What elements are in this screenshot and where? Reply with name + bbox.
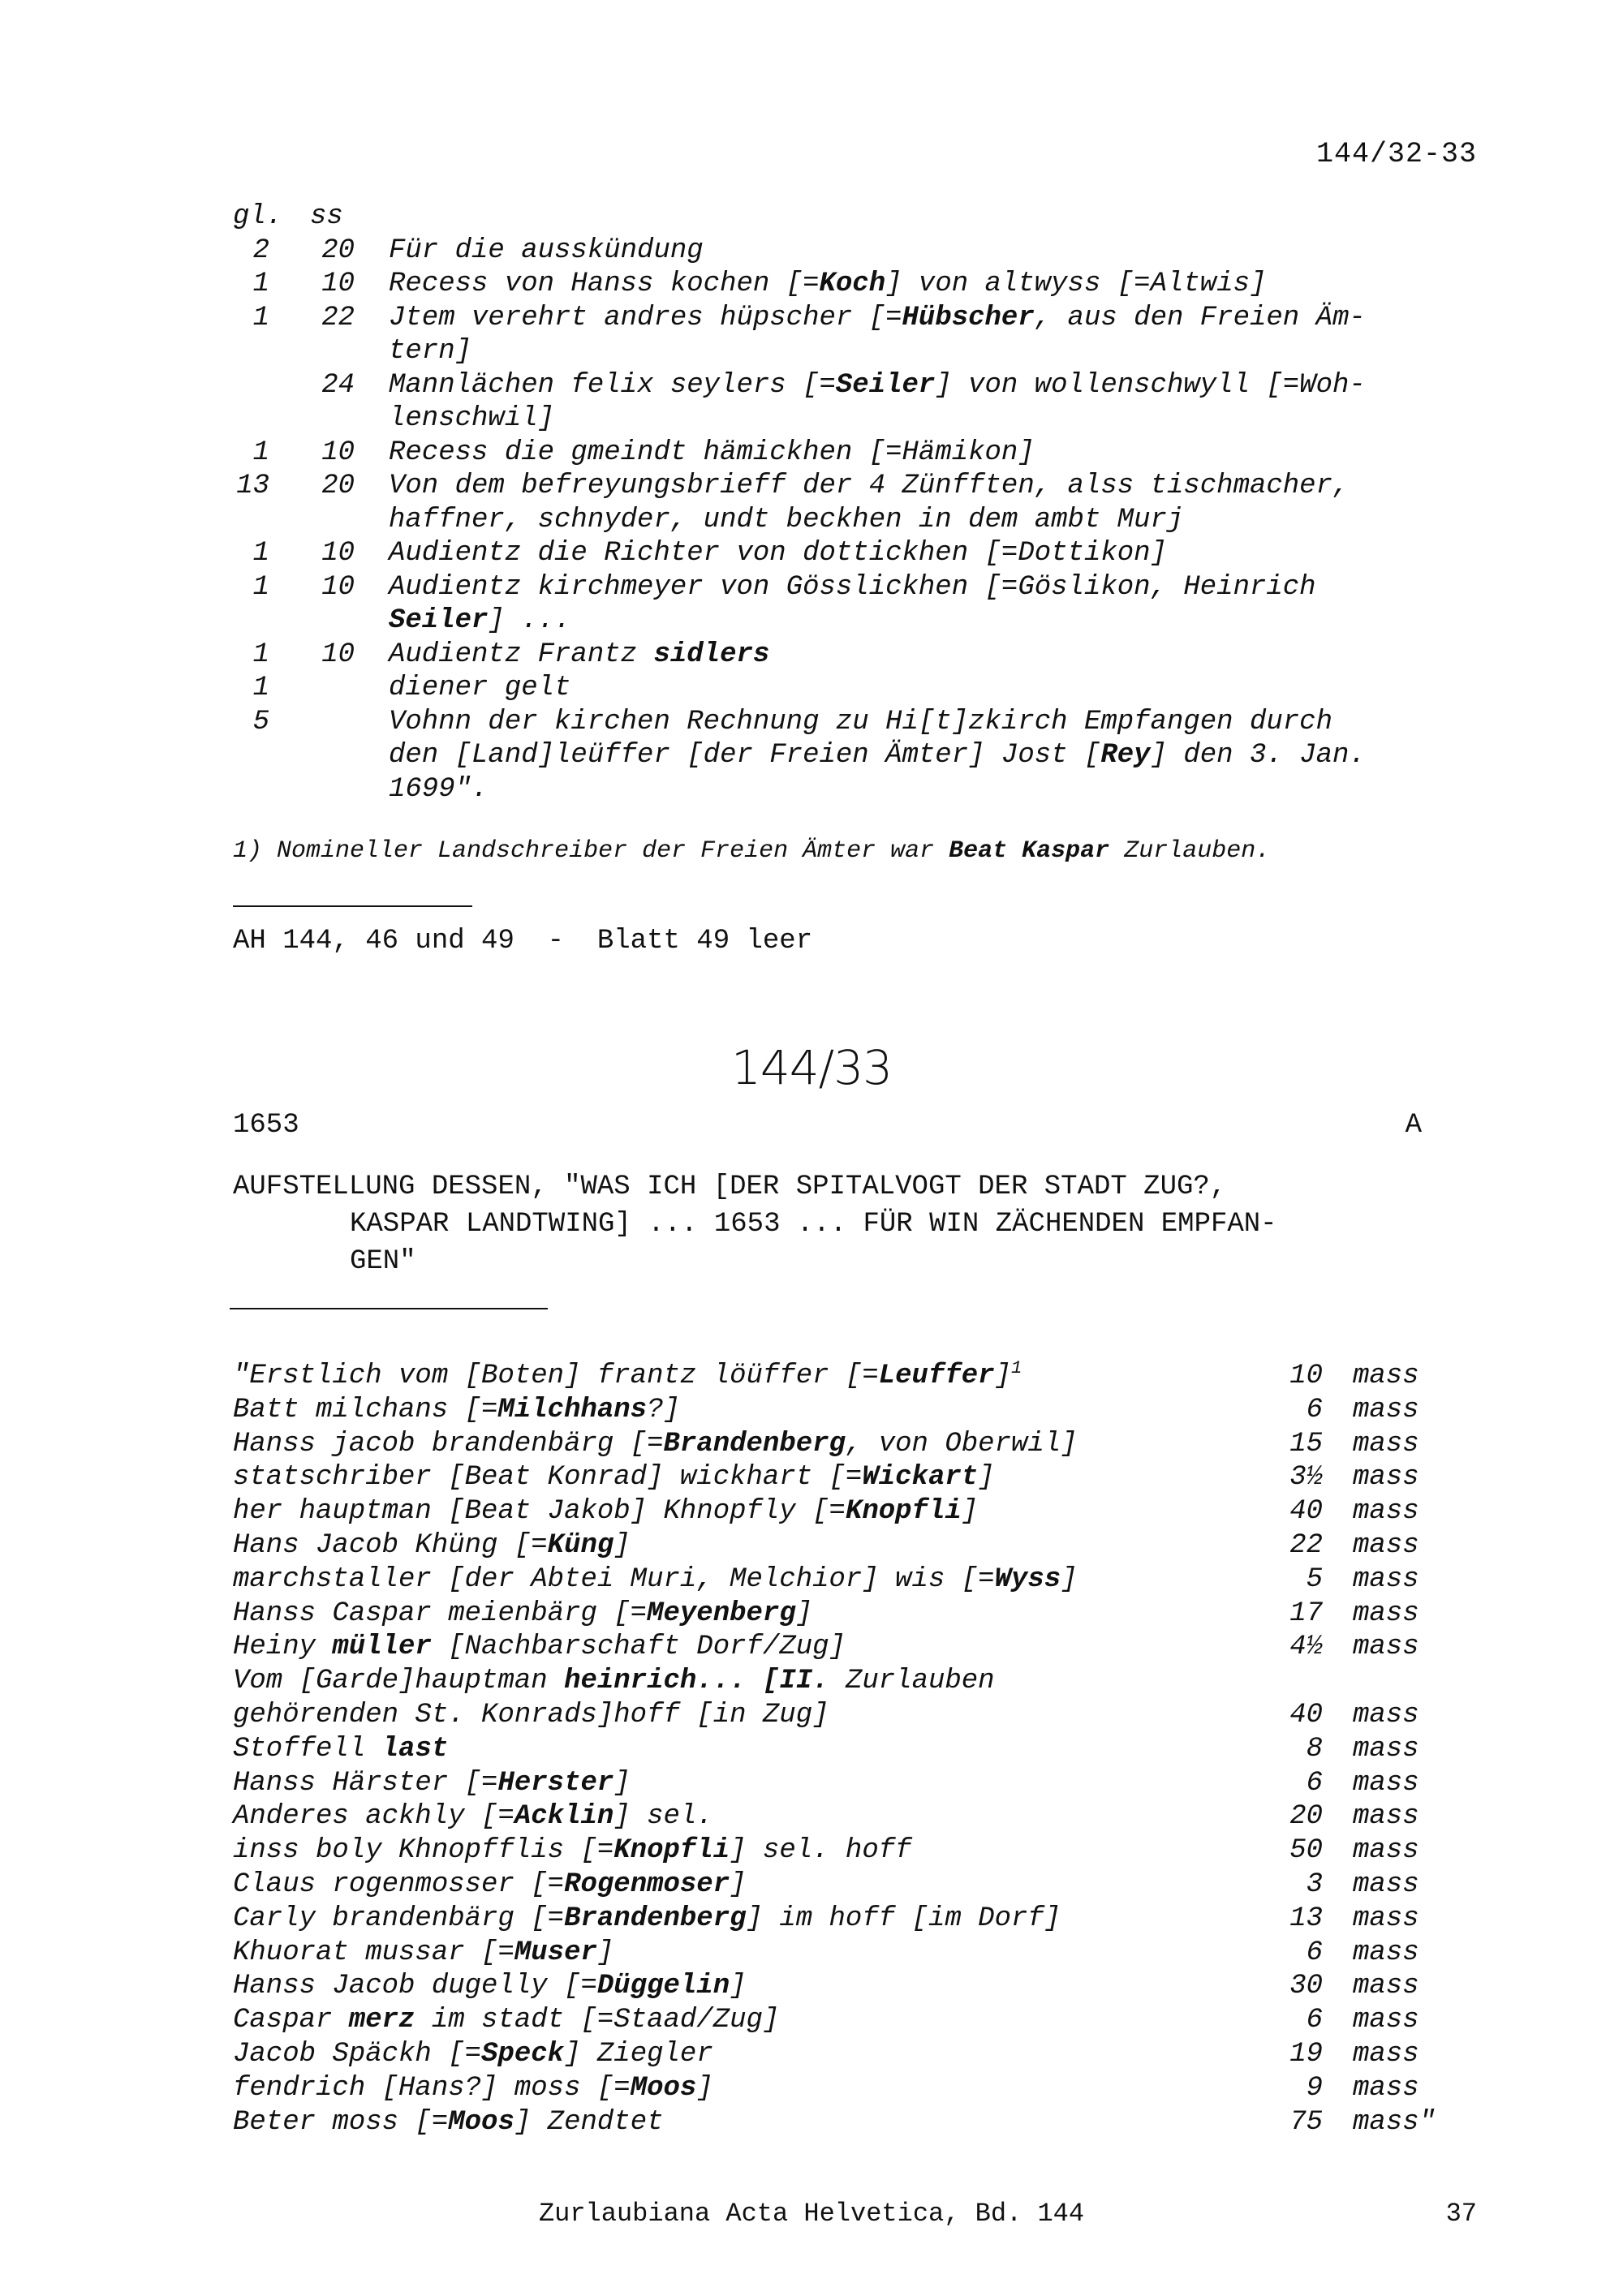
bold-name: Milchhans bbox=[497, 1394, 648, 1425]
text-segment: Hanss Caspar meienbärg [= bbox=[233, 1597, 648, 1629]
text-segment: statschriber [Beat Konrad] wickhart [= bbox=[233, 1462, 863, 1494]
entry-text bbox=[389, 505, 1183, 535]
quantity-value: 40 bbox=[1289, 1496, 1323, 1528]
text-segment: lenschwil] bbox=[389, 403, 555, 434]
text-segment: ] bbox=[994, 1361, 1011, 1391]
text-segment: Hanss Härster [= bbox=[233, 1767, 498, 1799]
amount-ss: 20 bbox=[321, 234, 355, 266]
footer-page-number: 37 bbox=[1445, 2199, 1477, 2229]
amount-gl: 1 bbox=[252, 302, 269, 333]
text-segment: den [Land]leüffer [der Freien Ämter] Jost [ bbox=[389, 740, 1101, 771]
bold-name: Moos bbox=[630, 2072, 697, 2104]
quantity-unit: mass bbox=[1353, 1563, 1419, 1595]
entry-text bbox=[389, 437, 1035, 468]
contributor-name bbox=[233, 1496, 978, 1527]
divider-rule bbox=[233, 905, 472, 907]
column-header-gl: gl. bbox=[233, 201, 283, 232]
column-header-ss: ss bbox=[310, 201, 343, 232]
contributor-name bbox=[233, 1632, 846, 1662]
quantity-unit: mass bbox=[1353, 1733, 1419, 1765]
text-segment: ] im hoff [im Dorf] bbox=[746, 1903, 1061, 1934]
quantity-unit: mass bbox=[1353, 1428, 1419, 1460]
text-segment: Caspar bbox=[233, 2005, 349, 2036]
text-segment: Audientz Frantz bbox=[389, 638, 654, 670]
quantity-value: 9 bbox=[1306, 2072, 1323, 2104]
quantity-value: 6 bbox=[1306, 2005, 1323, 2036]
text-segment: Für die ausskündung bbox=[389, 234, 704, 266]
entry-text bbox=[389, 269, 1266, 299]
text-segment: Heiny bbox=[233, 1632, 333, 1663]
bold-name: Koch bbox=[819, 269, 886, 299]
bold-name: Wickart bbox=[862, 1462, 979, 1494]
quantity-value: 40 bbox=[1289, 1699, 1323, 1731]
text-segment: Anderes ackhly [= bbox=[233, 1801, 514, 1833]
source-reference: AH 144, 46 und 49 - Blatt 49 leer bbox=[233, 926, 813, 957]
quantity-unit: mass bbox=[1353, 1597, 1419, 1629]
contributor-name bbox=[233, 1395, 680, 1425]
quantity-unit: mass bbox=[1353, 1529, 1419, 1561]
quantity-value: 17 bbox=[1289, 1597, 1323, 1629]
contributor-name bbox=[233, 1801, 713, 1832]
title-line: AUFSTELLUNG DESSEN, "WAS ICH [DER SPITALVOGT DER STADT ZUG?, bbox=[233, 1172, 1227, 1202]
text-segment: ] bbox=[613, 1767, 631, 1799]
bold-name: sidlers bbox=[653, 638, 770, 670]
amount-ss: 20 bbox=[321, 471, 355, 501]
text-segment: Vohnn der kirchen Rechnung zu Hi[t]zkirch Empfangen durch bbox=[389, 706, 1332, 737]
text-segment: Jtem verehrt andres hüpscher [= bbox=[389, 302, 902, 333]
amount-gl: 1 bbox=[252, 269, 269, 299]
text-segment: Hans Jacob Khüng [= bbox=[233, 1529, 548, 1561]
document-number-heading: 144/33 bbox=[730, 1040, 893, 1095]
contributor-name bbox=[233, 1971, 747, 2001]
contributor-name bbox=[233, 1462, 995, 1493]
text-segment: tern] bbox=[389, 336, 472, 367]
contributor-name bbox=[233, 1666, 995, 1696]
contributor-name bbox=[233, 1734, 448, 1765]
text-segment: Mannlächen felix seylers [= bbox=[389, 369, 836, 401]
bold-name: Muser bbox=[514, 1937, 597, 1968]
text-segment: 1699". bbox=[389, 773, 489, 805]
text-segment: Khuorat mussar [= bbox=[233, 1937, 514, 1968]
text-segment: diener gelt bbox=[389, 673, 571, 703]
bold-name: Rey bbox=[1100, 740, 1151, 771]
quantity-unit: mass bbox=[1353, 1903, 1419, 1934]
contributor-name bbox=[233, 1429, 1078, 1460]
text-segment: Stoffell bbox=[233, 1733, 382, 1765]
text-segment: Vom [Garde]hauptman bbox=[233, 1666, 565, 1697]
text-segment: 1) Nomineller Landschreiber der Freien Ämter war bbox=[233, 837, 949, 865]
bold-name: Küng bbox=[547, 1529, 614, 1561]
divider-rule bbox=[230, 1308, 548, 1309]
quantity-unit: mass bbox=[1353, 1394, 1419, 1425]
contributor-name bbox=[233, 1598, 812, 1629]
quantity-value: 3½ bbox=[1289, 1462, 1323, 1494]
contributor-name bbox=[233, 1903, 1061, 1934]
amount-ss: 10 bbox=[321, 571, 355, 603]
quantity-unit: mass" bbox=[1353, 2106, 1436, 2138]
document-title bbox=[233, 1168, 1499, 1280]
title-line: KASPAR LANDTWING] ... 1653 ... FÜR WIN ZÄCHENDEN EMPFAN- bbox=[350, 1209, 1277, 1240]
text-segment: ] bbox=[613, 1529, 631, 1561]
text-segment: Audientz die Richter von dottickhen [=Dottikon] bbox=[389, 538, 1167, 569]
entry-text bbox=[389, 303, 1366, 333]
quantity-value: 8 bbox=[1306, 1733, 1323, 1765]
bold-name: Leuffer bbox=[878, 1361, 995, 1391]
amount-gl: 1 bbox=[252, 538, 269, 569]
text-segment: Batt milchans [= bbox=[233, 1394, 498, 1425]
document-year: 1653 bbox=[233, 1110, 299, 1141]
entry-text bbox=[389, 605, 570, 636]
amount-ss: 24 bbox=[321, 369, 355, 401]
text-segment: , von Oberwil] bbox=[845, 1428, 1078, 1460]
text-segment: ] bbox=[730, 1868, 747, 1900]
text-segment: , aus den Freien Äm- bbox=[1034, 302, 1366, 333]
quantity-value: 19 bbox=[1289, 2038, 1323, 2070]
entry-text bbox=[389, 774, 488, 805]
quantity-unit: mass bbox=[1353, 1868, 1419, 1900]
bold-name: Hübscher bbox=[902, 302, 1035, 333]
text-segment: ] von altwyss [=Altwis] bbox=[885, 269, 1267, 299]
text-segment: Audientz kirchmeyer von Gösslickhen [=Göslikon, Heinrich bbox=[389, 571, 1316, 603]
text-segment: ] bbox=[696, 2072, 713, 2104]
bold-name: merz bbox=[348, 2005, 415, 2036]
bold-name: [II. bbox=[762, 1666, 829, 1697]
contributor-name bbox=[233, 1869, 747, 1900]
entry-text bbox=[389, 403, 554, 434]
quantity-unit: mass bbox=[1353, 1801, 1419, 1833]
amount-gl: 1 bbox=[252, 571, 269, 603]
footnote bbox=[233, 837, 1270, 865]
bold-name: Rogenmoser bbox=[564, 1868, 730, 1900]
bold-name: Acklin bbox=[514, 1801, 614, 1833]
bold-name: Herster bbox=[497, 1767, 614, 1799]
quantity-unit: mass bbox=[1353, 1361, 1419, 1391]
text-segment: Zurlauben. bbox=[1109, 837, 1271, 865]
amount-gl: 1 bbox=[252, 436, 269, 468]
quantity-value: 3 bbox=[1306, 1868, 1323, 1900]
text-segment: ] bbox=[961, 1496, 979, 1528]
text-segment: ] von wollenschwyll [=Woh- bbox=[935, 369, 1366, 401]
contributor-name bbox=[233, 1835, 912, 1866]
quantity-unit: mass bbox=[1353, 1937, 1419, 1968]
entry-text bbox=[389, 538, 1167, 569]
footer-title: Zurlaubiana Acta Helvetica, Bd. 144 bbox=[538, 2199, 1085, 2229]
text-segment: Beter moss [= bbox=[233, 2106, 449, 2138]
text-segment: ] bbox=[795, 1597, 813, 1629]
text-segment: ] sel. bbox=[613, 1801, 713, 1833]
page-number: 144/32-33 bbox=[1315, 138, 1477, 170]
entry-text bbox=[389, 336, 471, 367]
quantity-value: 6 bbox=[1306, 1394, 1323, 1425]
contributor-name bbox=[233, 1564, 1078, 1595]
contributor-name bbox=[233, 2005, 779, 2036]
text-segment: gehörenden St. Konrads]hoff [in Zug] bbox=[233, 1699, 829, 1731]
text-segment: Hanss Jacob dugelly [= bbox=[233, 1971, 597, 2002]
text-segment: [Nachbarschaft Dorf/Zug] bbox=[431, 1632, 846, 1663]
bold-name: Wyss bbox=[994, 1563, 1061, 1595]
bold-name: Meyenberg bbox=[647, 1597, 796, 1629]
text-segment: ] bbox=[596, 1937, 614, 1968]
document-letter: A bbox=[1405, 1110, 1422, 1141]
amount-gl: 1 bbox=[252, 673, 269, 703]
contributor-name bbox=[233, 1937, 613, 1968]
entry-text bbox=[389, 235, 704, 266]
entry-text bbox=[389, 639, 769, 670]
text-segment: im stadt [=Staad/Zug] bbox=[415, 2005, 780, 2036]
entry-text bbox=[389, 471, 1349, 501]
quantity-value: 10 bbox=[1289, 1361, 1323, 1391]
contributor-name bbox=[233, 1700, 829, 1731]
quantity-unit: mass bbox=[1353, 2072, 1419, 2104]
quantity-unit: mass bbox=[1353, 1632, 1419, 1663]
contributor-name bbox=[233, 1768, 631, 1799]
contributor-name bbox=[233, 1358, 1022, 1391]
contributor-name bbox=[233, 2039, 713, 2070]
bold-name: Knopfli bbox=[845, 1496, 962, 1528]
quantity-value: 75 bbox=[1289, 2106, 1323, 2138]
quantity-value: 6 bbox=[1306, 1937, 1323, 1968]
amount-gl: 1 bbox=[252, 638, 269, 670]
text-segment: Von dem befreyungsbrieff der 4 Zünfften, alss tischmacher, bbox=[389, 471, 1350, 501]
entry-text bbox=[389, 370, 1366, 401]
bold-name: Seiler bbox=[389, 605, 489, 636]
text-segment: her hauptman [Beat Jakob] Khnopfly [= bbox=[233, 1496, 846, 1528]
amount-gl: 2 bbox=[252, 234, 269, 266]
text-segment: Claus rogenmosser [= bbox=[233, 1868, 565, 1900]
title-line: GEN" bbox=[350, 1246, 416, 1277]
text-segment: haffner, schnyder, undt beckhen in dem ambt Murj bbox=[389, 504, 1184, 535]
text-segment: ] bbox=[978, 1462, 995, 1494]
quantity-unit: mass bbox=[1353, 1699, 1419, 1731]
entry-text bbox=[389, 572, 1316, 603]
quantity-unit: mass bbox=[1353, 1971, 1419, 2002]
amount-ss: 10 bbox=[321, 269, 355, 299]
contributor-name bbox=[233, 1530, 631, 1561]
quantity-unit: mass bbox=[1353, 1496, 1419, 1528]
amount-gl: 5 bbox=[252, 706, 269, 737]
entry-text bbox=[389, 673, 570, 703]
quantity-value: 22 bbox=[1289, 1529, 1323, 1561]
quantity-unit: mass bbox=[1353, 2038, 1419, 2070]
contributor-name bbox=[233, 2107, 664, 2138]
bold-name: heinrich... bbox=[564, 1666, 747, 1697]
text-segment: Jacob Späckh [= bbox=[233, 2038, 482, 2070]
text-segment: ] ... bbox=[488, 605, 571, 636]
text-segment: Recess die gmeindt hämickhen [=Hämikon] bbox=[389, 436, 1035, 468]
quantity-value: 4½ bbox=[1289, 1632, 1323, 1663]
amount-ss: 10 bbox=[321, 638, 355, 670]
text-segment: ?] bbox=[647, 1394, 680, 1425]
quantity-value: 15 bbox=[1289, 1428, 1323, 1460]
bold-name: Speck bbox=[481, 2038, 565, 2070]
quantity-value: 50 bbox=[1289, 1835, 1323, 1867]
quantity-value: 6 bbox=[1306, 1767, 1323, 1799]
text-segment: Carly brandenbärg [= bbox=[233, 1903, 565, 1934]
bold-name: Moos bbox=[448, 2106, 514, 2138]
text-segment: ] bbox=[1061, 1563, 1078, 1595]
quantity-unit: mass bbox=[1353, 1462, 1419, 1494]
quantity-value: 13 bbox=[1289, 1903, 1323, 1934]
bold-name: Beat Kaspar bbox=[949, 837, 1110, 865]
quantity-unit: mass bbox=[1353, 2005, 1419, 2036]
bold-name: last bbox=[381, 1733, 449, 1765]
bold-name: Seiler bbox=[835, 369, 936, 401]
text-segment: Hanss jacob brandenbärg [= bbox=[233, 1428, 664, 1460]
text-segment bbox=[747, 1666, 763, 1696]
text-segment: Zurlauben bbox=[829, 1666, 995, 1697]
bold-name: Knopfli bbox=[613, 1835, 730, 1867]
text-segment: ] sel. hoff bbox=[730, 1835, 912, 1867]
text-segment: ] bbox=[730, 1971, 747, 2002]
quantity-value: 30 bbox=[1289, 1971, 1323, 2002]
text-segment: ] Ziegler bbox=[564, 2038, 713, 2070]
text-segment: inss boly Khnopfflis [= bbox=[233, 1835, 614, 1867]
text-segment: ] Zendtet bbox=[514, 2106, 664, 2138]
contributor-name bbox=[233, 2073, 713, 2104]
text-segment: ] den 3. Jan. bbox=[1150, 740, 1366, 771]
bold-name: Brandenberg bbox=[663, 1428, 846, 1460]
quantity-value: 5 bbox=[1306, 1563, 1323, 1595]
amount-gl: 13 bbox=[236, 471, 269, 501]
bold-name: müller bbox=[332, 1632, 432, 1663]
amount-ss: 10 bbox=[321, 538, 355, 569]
footnote-marker: 1 bbox=[1010, 1358, 1022, 1378]
text-segment: "Erstlich vom [Boten] frantz löüffer [= bbox=[233, 1361, 879, 1391]
amount-ss: 10 bbox=[321, 436, 355, 468]
text-segment: fendrich [Hans?] moss [= bbox=[233, 2072, 631, 2104]
amount-ss: 22 bbox=[321, 302, 355, 333]
bold-name: Brandenberg bbox=[564, 1903, 747, 1934]
quantity-unit: mass bbox=[1353, 1835, 1419, 1867]
text-segment: Recess von Hanss kochen [= bbox=[389, 269, 820, 299]
bold-name: Düggelin bbox=[596, 1971, 730, 2002]
quantity-value: 20 bbox=[1289, 1801, 1323, 1833]
text-segment: marchstaller [der Abtei Muri, Melchior] wis [= bbox=[233, 1563, 995, 1595]
entry-text bbox=[389, 740, 1366, 771]
entry-text bbox=[389, 707, 1332, 737]
quantity-unit: mass bbox=[1353, 1767, 1419, 1799]
